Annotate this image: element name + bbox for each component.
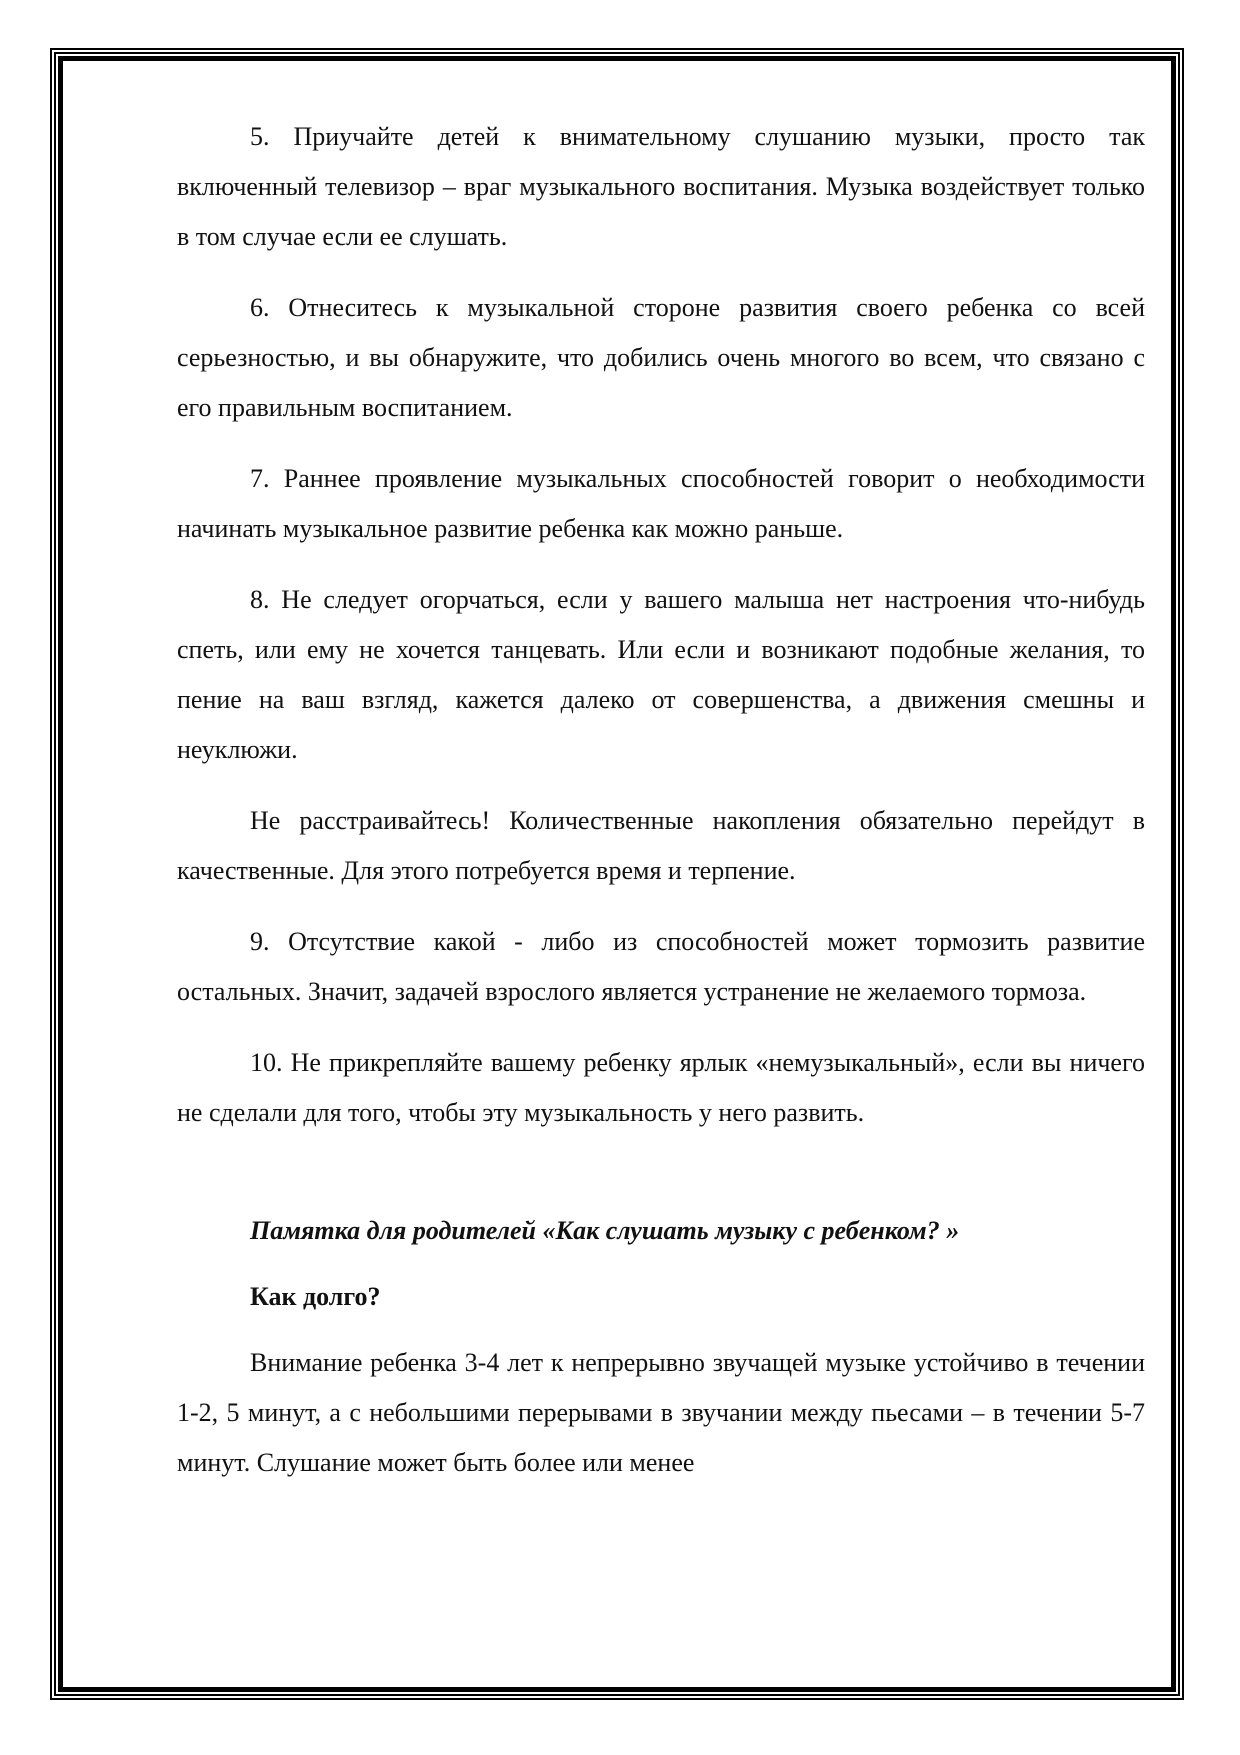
document-body <box>177 112 1145 1488</box>
paragraph-7: 7. Раннее проявление музыкальных способностей говорит о необходимости начинать музыкальное развитие ребенка как можно раньше. <box>177 464 1145 543</box>
paragraph-8: 8. Не следует огорчаться, если у вашего малыша нет настроения что-нибудь спеть, или ему не хочется танцевать. Или если и возникают подобные желания, то пение на ваш взгляд, кажется далеко от совершенства, а движения смешны и неуклюжи. <box>177 585 1145 764</box>
paragraph-10: 10. Не прикрепляйте вашему ребенку ярлык «немузыкальный», если вы ничего не сделали для того, чтобы эту музыкальность у него развить. <box>177 1048 1145 1127</box>
paragraph-8-note: Не расстраивайтесь! Количественные накопления обязательно перейдут в качественные. Для этого потребуется время и терпение. <box>177 806 1145 885</box>
paragraph-5: 5. Приучайте детей к внимательному слушанию музыки, просто так включенный телевизор – враг музыкального воспитания. Музыка воздействует только в том случае если ее слушать. <box>177 122 1145 251</box>
paragraph-6: 6. Отнеситесь к музыкальной стороне развития своего ребенка со всей серьезностью, и вы обнаружите, что добились очень многого во всем, что связано с его правильным воспитанием. <box>177 293 1145 422</box>
paragraph-9: 9. Отсутствие какой - либо из способностей может тормозить развитие остальных. Значит, задачей взрослого является устранение не желаемого тормоза. <box>177 927 1145 1006</box>
memo-title: Памятка для родителей «Как слушать музыку с ребенком? » <box>250 1216 960 1245</box>
memo-body: Внимание ребенка 3-4 лет к непрерывно звучащей музыке устойчиво в течении 1-2, 5 минут, а с небольшими перерывами в звучании между пьесами – в течении 5-7 минут. Слушание может быть более или менее <box>177 1348 1145 1477</box>
memo-subheading: Как долго? <box>250 1282 381 1311</box>
